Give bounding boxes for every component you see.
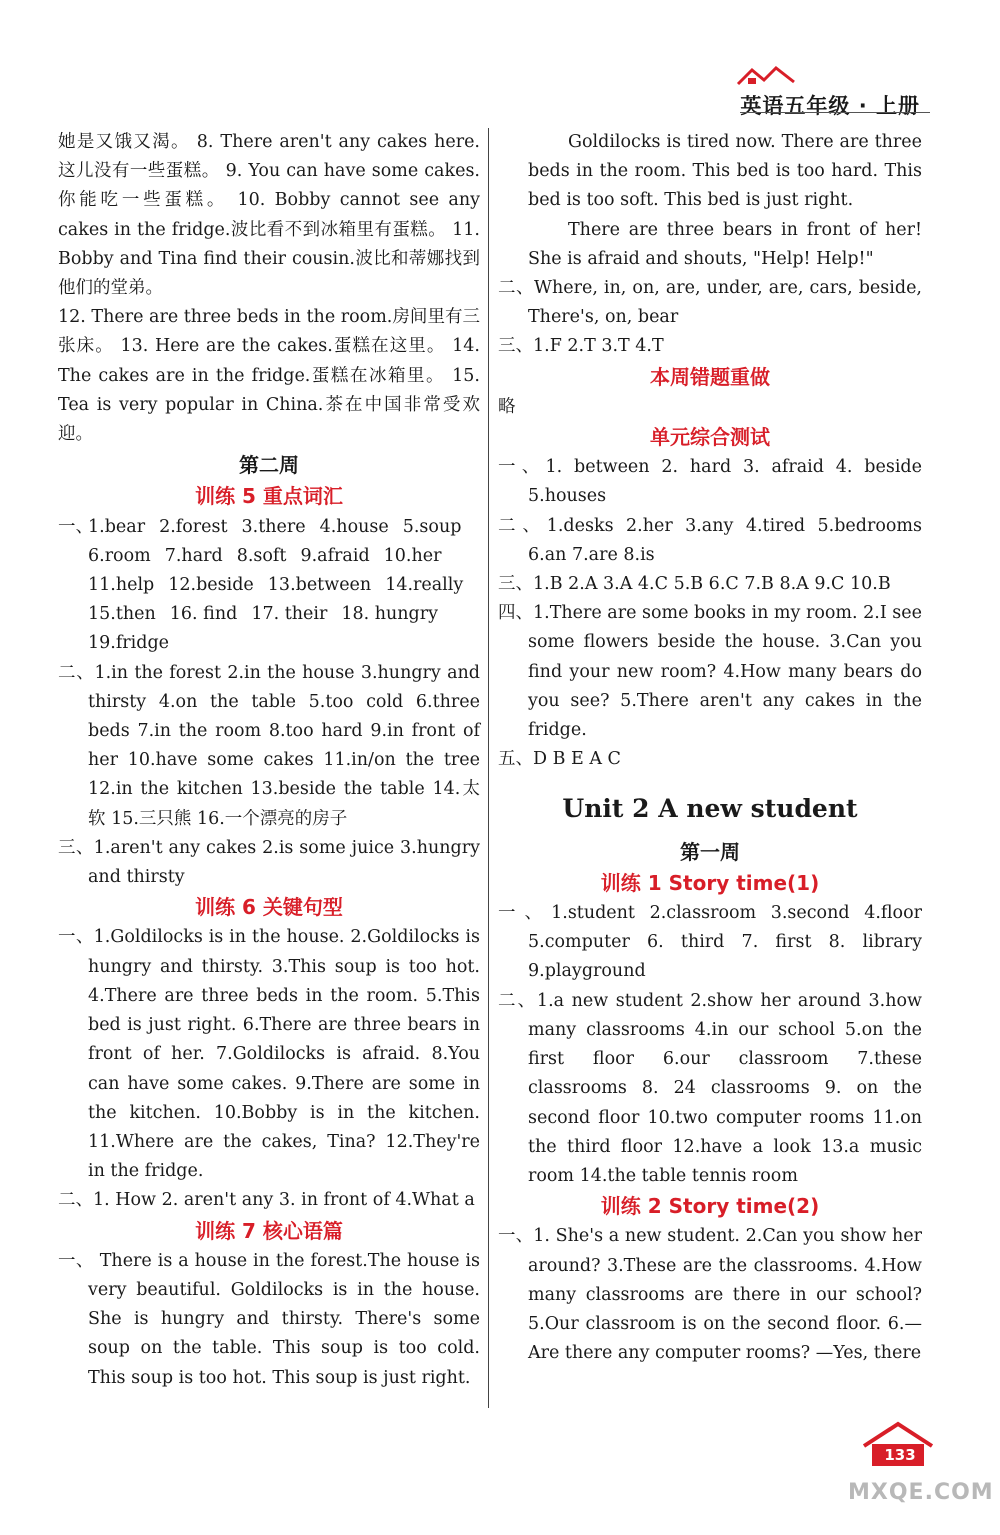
vocab-item: 9.afraid [300,545,370,566]
story-section-3: 三、1.F 2.T 3.T 4.T [498,336,664,357]
unit-test-section-2: 二、1.desks 2.her 3.any 4.tired 5.bedrooms 6.an 7.are 8.is [498,515,922,565]
training-6-heading: 训练 6 关键句型 [195,895,343,920]
training-7-heading: 训练 7 核心语篇 [195,1218,343,1243]
vocab-item: 6.room [88,545,151,566]
week-2-heading: 第二周 [239,453,299,478]
t1-section-2: 二、1.a new student 2.show her around 3.how many classrooms 4.in our school 5.on the first floor 6.our classroom 7.these classrooms 8. 24 classrooms 9. on the second floor 10.two computer rooms 11.on the third floor 12.have a look 13.a music room 14.the table tennis room [498,990,922,1186]
unit-test-section-5: 五、D B E A C [498,749,621,770]
t5-row-1 [58,513,480,542]
vocab-item: 3.there [241,516,306,537]
vocab-item: 2.forest [159,516,228,537]
week-1-heading: 第一周 [680,839,740,864]
unit-test-section-4: 四、1.There are some books in my room. 2.I see some flowers beside the house. 3.Can you find your new room? 4.How many bears do you see? 5.There aren't any cakes in the fridge. [498,603,922,741]
vocab-item: 1.bear [88,516,146,537]
t5-row-3 [58,571,480,600]
vocab-item: 11.help [88,575,155,596]
vocab-item: 4.house [319,516,389,537]
vocab-item: 13.between [267,575,372,596]
t5-section-1-marker: 一、 [58,516,93,537]
omitted-note: 略 [498,396,516,417]
unit-2-title: Unit 2 A new student [562,794,858,824]
vocab-item: 19.fridge [88,633,170,654]
story-paragraph-2: There are three bears in front of her! She is afraid and shouts, "Help! Help!" [528,219,922,269]
left-column [58,128,480,1393]
vocab-item: 7.hard [164,545,223,566]
intro-paragraph-1: 她是又饿又渴。 8. There aren't any cakes here.这儿没有一些蛋糕。 9. You can have some cakes. 你能吃一些蛋糕。 10. Bobby cannot see any cakes in the fridge.波比看不到冰箱里有蛋糕。 11. Bobby and Tina find their cousin.波比和蒂娜找到他们的堂弟。 [58,132,480,299]
right-column [498,128,922,1368]
vocab-item: 16. find [169,604,238,625]
t2-section-1: 一、1. She's a new student. 2.Can you show her around? 3.These are the classrooms. 4.How many classrooms are there in our school? 5.Our classroom is on the second floor. 6.—Are there any computer rooms? —Yes, there [498,1226,922,1364]
t6-section-2: 二、1. How 2. aren't any 3. in front of 4.What a [58,1190,475,1211]
header-title: 英语五年级 · 上册 [740,94,920,118]
intro-paragraph-2: 12. There are three beds in the room.房间里有三张床。 13. Here are the cakes.蛋糕在这里。 14. The cakes are in the fridge.蛋糕在冰箱里。 15. Tea is very popular in China.茶在中国非常受欢迎。 [58,307,480,445]
t1-section-1: 一、1.student 2.classroom 3.second 4.floor 5.computer 6. third 7. first 8. library 9.playground [498,903,922,982]
page-number: 133 [884,1446,916,1464]
t5-row-4 [58,600,480,629]
training-1-heading: 训练 1 Story time(1) [600,870,820,895]
t5-row-2 [58,542,480,571]
training-5-heading: 训练 5 重点词汇 [195,484,343,509]
unit-test-section-3: 三、1.B 2.A 3.A 4.C 5.B 6.C 7.B 8.A 9.C 10.B [498,574,891,595]
vocab-item: 12.beside [168,575,254,596]
vocab-item: 15.then [88,604,156,625]
t5-section-3: 三、1.aren't any cakes 2.is some juice 3.hungry and thirsty [58,837,480,888]
t7-section-1: 一、 There is a house in the forest.The house is very beautiful. Goldilocks is in the house. She is hungry and thirsty. There's some soup on the table. This soup is too cold. This soup is too hot. This soup is just right. [58,1250,480,1388]
t5-section-1 [58,513,480,659]
training-2-heading: 训练 2 Story time(2) [600,1194,820,1219]
header-rule [740,112,930,113]
vocab-item: 8.soft [236,545,287,566]
t5-section-2: 二、1.in the forest 2.in the house 3.hungry and thirsty 4.on the table 5.too cold 6.three beds 7.in the room 8.too hard 9.in front of her 10.have some cakes 11.in/on the tree 12.in the kitchen 13.beside the table 14.太软 15.三只熊 16.一个漂亮的房子 [58,662,480,829]
unit-test-section-1: 一、1. between 2. hard 3. afraid 4. beside 5.houses [498,457,922,507]
vocab-item: 10.her [383,545,442,566]
house-logo-icon [734,64,804,88]
unit-test-heading: 单元综合测试 [650,425,770,450]
vocab-item: 18. hungry [341,604,438,625]
weekly-errors-heading: 本周错题重做 [650,364,770,389]
watermark: MXQE.COM [848,1480,994,1505]
vocab-item: 17. their [251,604,328,625]
story-section-2: 二、Where, in, on, are, under, are, cars, beside, There's, on, bear [498,278,922,328]
t6-section-1: 一、1.Goldilocks is in the house. 2.Goldilocks is hungry and thirsty. 3.This soup is too hot. 4.There are three beds in the room. 5.This bed is just right. 6.There are three bears in front of her. 7.Goldilocks is afraid. 8.You can have some cakes. 9.There are some in the kitchen. 10.Bobby is in the kitchen. 11.Where are the cakes, Tina? 12.They're in the fridge. [58,927,480,1182]
vocab-item: 14.really [385,575,464,596]
story-paragraph-1: Goldilocks is tired now. There are three beds in the room. This bed is too hard. This bed is too soft. This bed is just right. [528,132,922,211]
t5-row-5 [58,629,480,658]
vocab-item: 5.soup [402,516,462,537]
column-divider [488,128,489,1408]
